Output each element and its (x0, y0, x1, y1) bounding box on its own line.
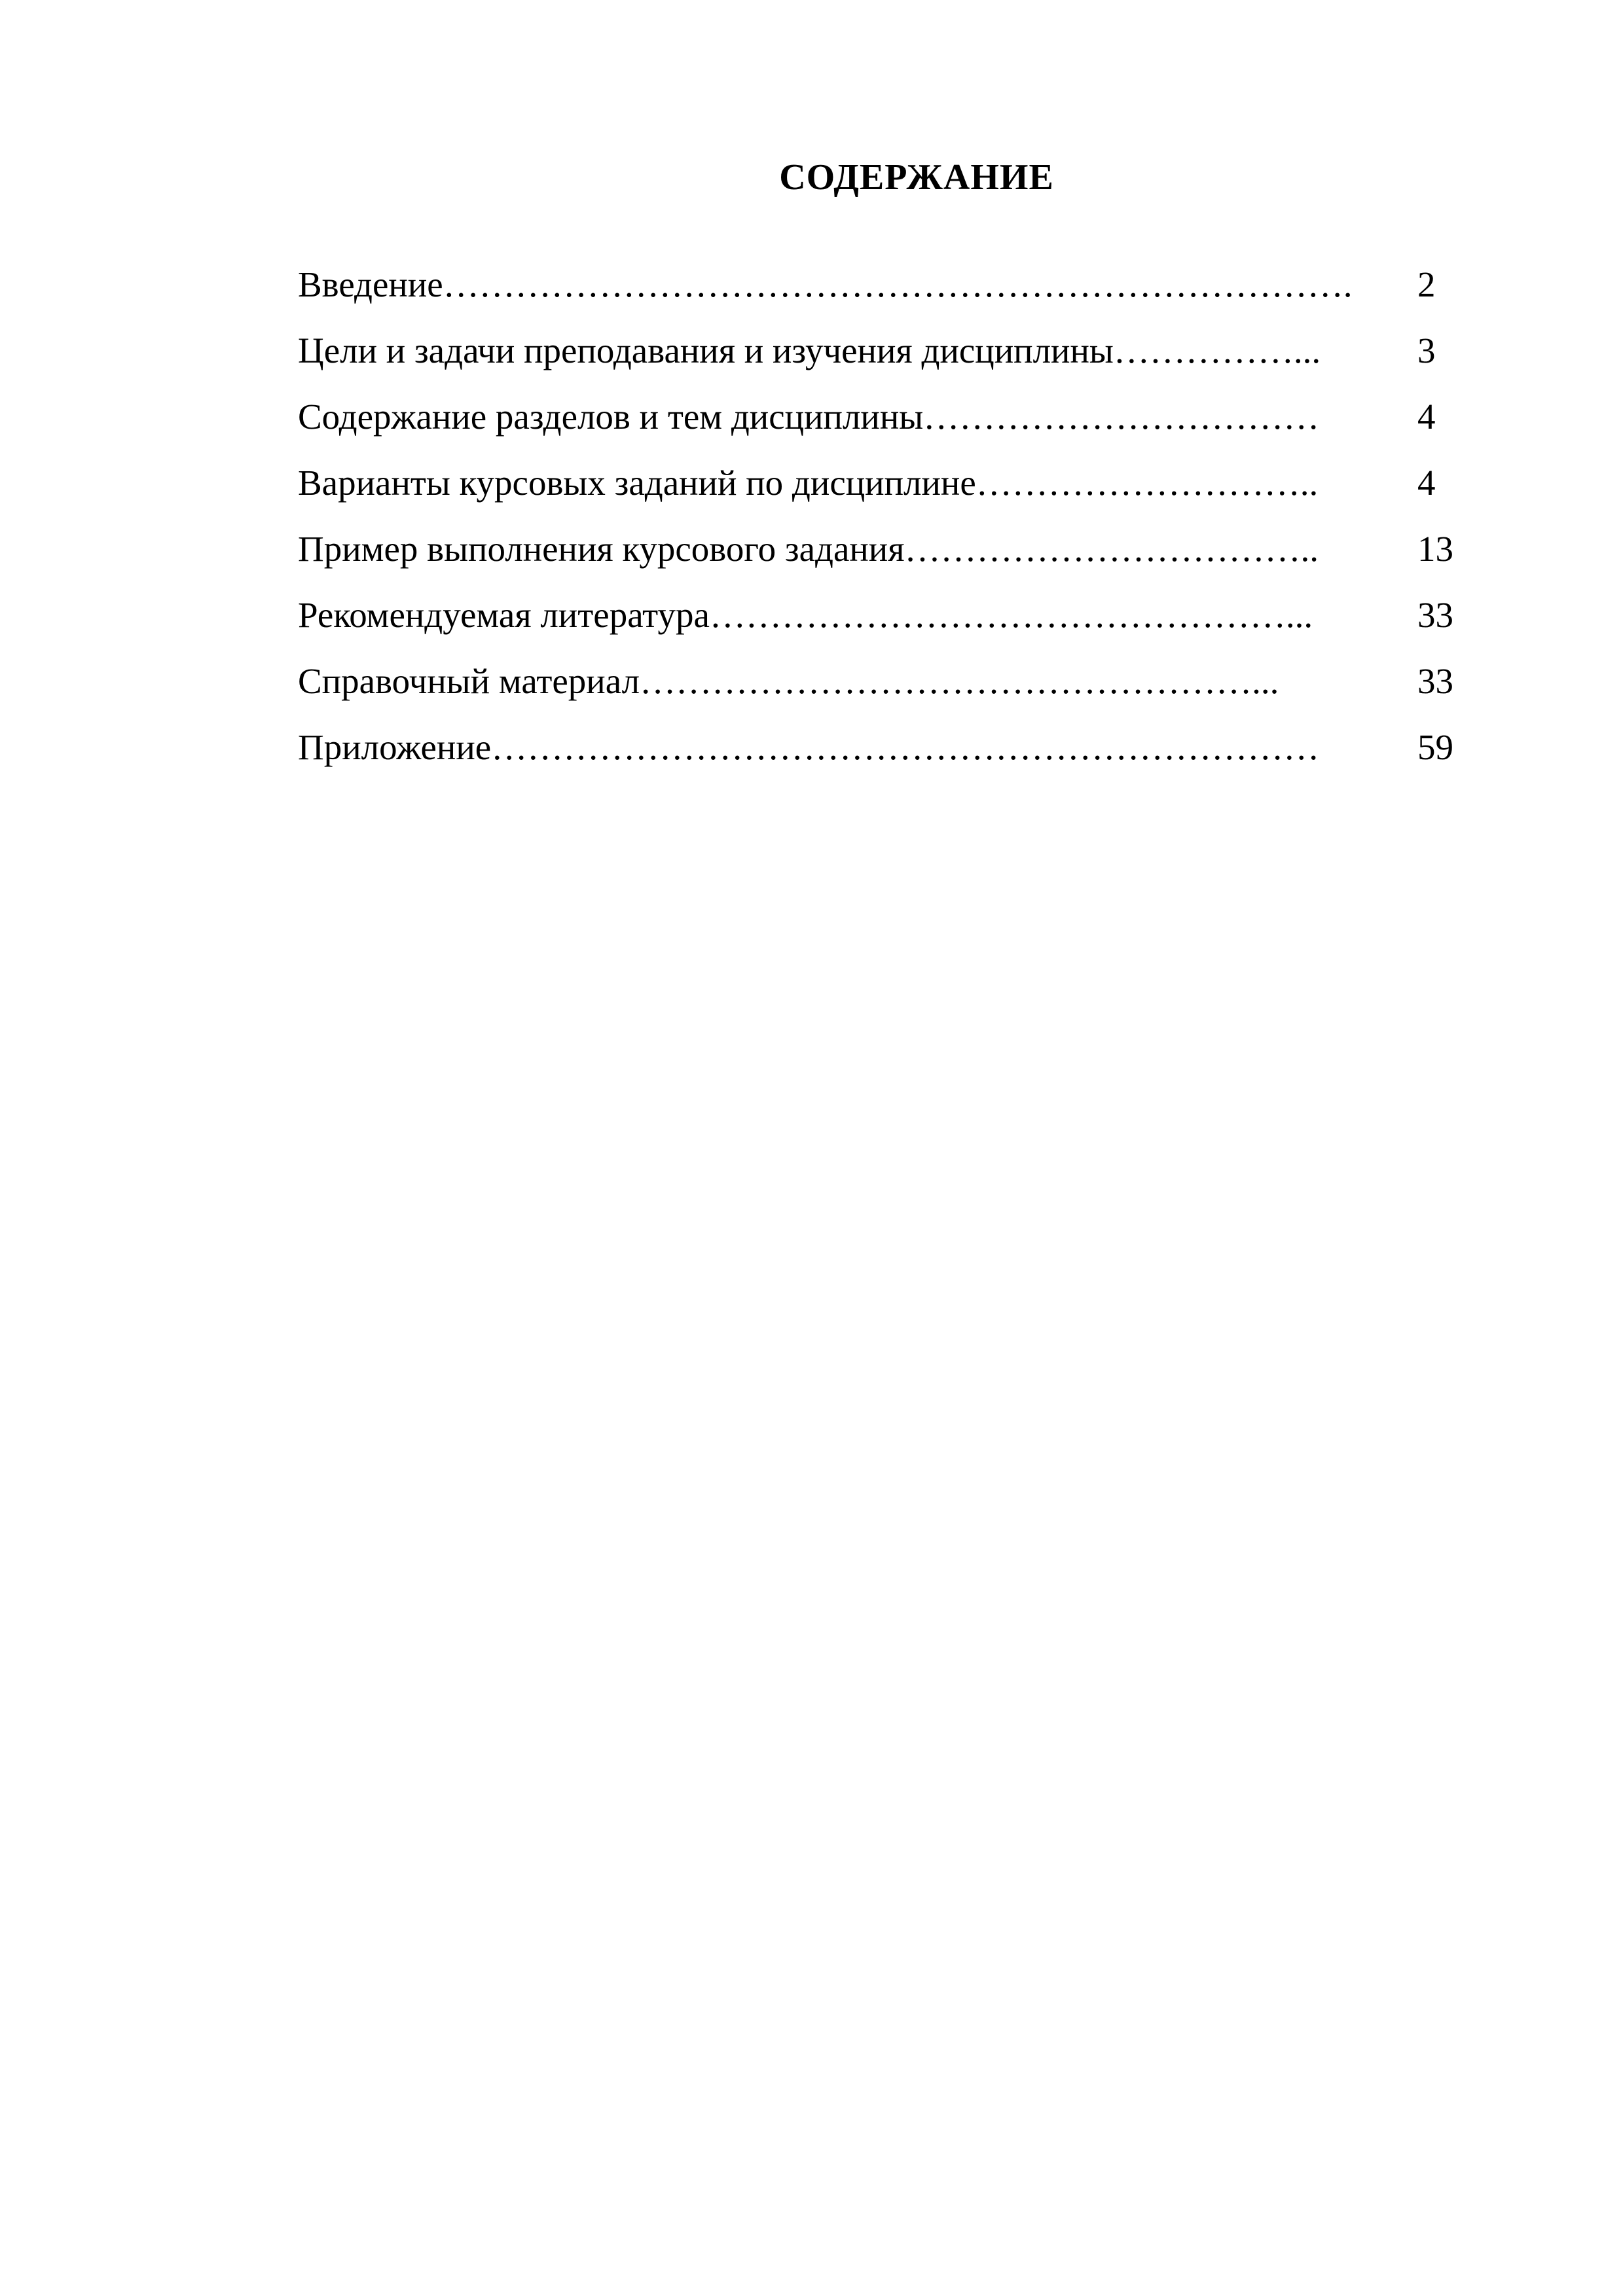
toc-entry (298, 394, 1463, 460)
toc-entry-label: Варианты курсовых заданий по дисциплине……………………….. (298, 463, 1319, 503)
toc-entry-page-number: 33 (1417, 661, 1453, 701)
table-of-contents (298, 262, 1463, 791)
toc-entry-page-number: 4 (1417, 463, 1436, 503)
toc-entry (298, 526, 1463, 592)
toc-entry (298, 460, 1463, 526)
toc-entry-label: Пример выполнения курсового задания…………………………….. (298, 529, 1319, 569)
toc-entry (298, 725, 1463, 791)
page-title: СОДЕРЖАНИЕ (779, 157, 1054, 198)
toc-entry-label: Рекомендуемая литература…………………………………………... (298, 595, 1313, 635)
toc-entry-page-number: 59 (1417, 727, 1453, 767)
toc-entry (298, 328, 1463, 394)
toc-entry-label: Цели и задачи преподавания и изучения дисциплины……………... (298, 331, 1321, 370)
toc-entry-label: Справочный материал……………………………………………... (298, 661, 1279, 701)
toc-entry-label: Введение…………………………………………………………………. (298, 264, 1353, 304)
toc-entry-label: Приложение…………………………………………………………… (298, 727, 1320, 767)
toc-entry-page-number: 33 (1417, 595, 1453, 635)
toc-entry (298, 592, 1463, 658)
toc-entry-page-number: 3 (1417, 331, 1436, 370)
toc-entry (298, 262, 1463, 328)
toc-entry-page-number: 2 (1417, 264, 1436, 304)
toc-entry (298, 658, 1463, 725)
toc-entry-page-number: 4 (1417, 397, 1436, 437)
toc-entry-page-number: 13 (1417, 529, 1453, 569)
toc-entry-label: Содержание разделов и тем дисциплины…………………………… (298, 397, 1320, 437)
